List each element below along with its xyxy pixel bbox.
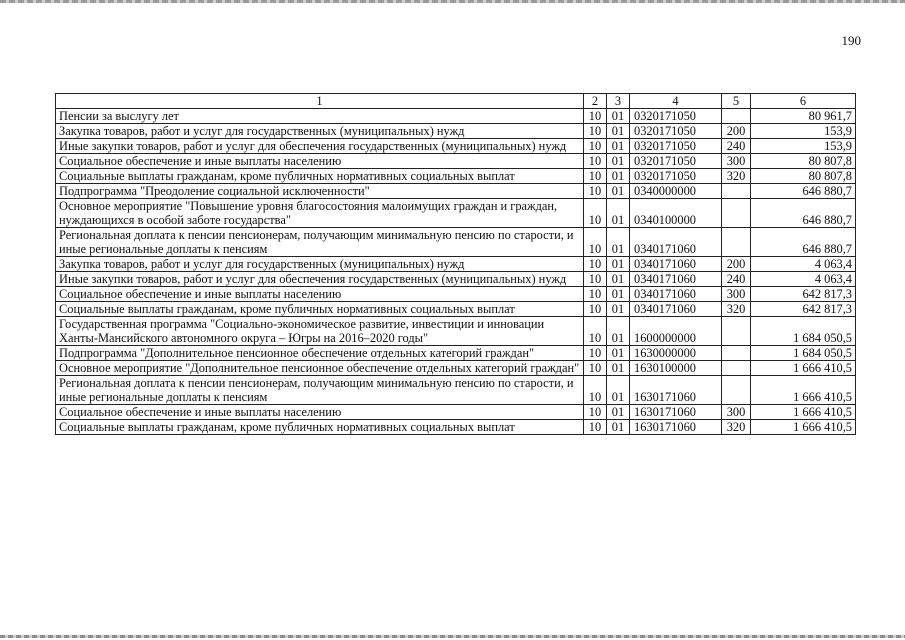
row-section: 10 (584, 376, 607, 405)
row-name: Социальное обеспечение и иные выплаты населению (56, 287, 584, 302)
scan-top-edge (0, 0, 905, 3)
row-target-code: 0320171050 (630, 169, 722, 184)
row-section: 10 (584, 109, 607, 124)
row-name: Социальное обеспечение и иные выплаты населению (56, 154, 584, 169)
row-section: 10 (584, 287, 607, 302)
table-row (56, 346, 856, 361)
row-expense-type: 200 (722, 124, 751, 139)
row-target-code: 0340171060 (630, 228, 722, 257)
table-row (56, 361, 856, 376)
row-section: 10 (584, 420, 607, 435)
row-subsection: 01 (607, 124, 630, 139)
row-expense-type: 240 (722, 272, 751, 287)
row-name: Иные закупки товаров, работ и услуг для обеспечения государственных (муниципальных) нужд (56, 139, 584, 154)
row-expense-type (722, 228, 751, 257)
row-subsection: 01 (607, 272, 630, 287)
row-amount: 4 063,4 (751, 272, 856, 287)
row-target-code: 0340000000 (630, 184, 722, 199)
row-section: 10 (584, 272, 607, 287)
row-section: 10 (584, 361, 607, 376)
row-expense-type (722, 317, 751, 346)
row-name: Региональная доплата к пенсии пенсионерам, получающим минимальную пенсию по старости, и иные региональные доплаты к пенсиям (56, 228, 584, 257)
row-subsection: 01 (607, 376, 630, 405)
table-row (56, 287, 856, 302)
row-subsection: 01 (607, 346, 630, 361)
row-section: 10 (584, 184, 607, 199)
row-section: 10 (584, 124, 607, 139)
table-row (56, 272, 856, 287)
row-expense-type: 200 (722, 257, 751, 272)
table-row (56, 184, 856, 199)
row-target-code: 0340171060 (630, 257, 722, 272)
row-amount: 80 961,7 (751, 109, 856, 124)
row-name: Социальные выплаты гражданам, кроме публичных нормативных социальных выплат (56, 169, 584, 184)
row-subsection: 01 (607, 154, 630, 169)
col-header-2: 2 (584, 94, 607, 109)
row-section: 10 (584, 257, 607, 272)
row-expense-type: 300 (722, 287, 751, 302)
table-row (56, 124, 856, 139)
table-row (56, 405, 856, 420)
row-subsection: 01 (607, 184, 630, 199)
row-section: 10 (584, 405, 607, 420)
row-name: Государственная программа "Социально-экономическое развитие, инвестиции и инновации Ханты-Мансийского автономного округа – Югры на 2016–2020 годы" (56, 317, 584, 346)
row-target-code: 1600000000 (630, 317, 722, 346)
row-amount: 646 880,7 (751, 184, 856, 199)
row-amount: 1 666 410,5 (751, 376, 856, 405)
row-amount: 80 807,8 (751, 154, 856, 169)
row-amount: 153,9 (751, 139, 856, 154)
row-target-code: 1630171060 (630, 376, 722, 405)
table-row (56, 257, 856, 272)
row-expense-type (722, 184, 751, 199)
table-row (56, 420, 856, 435)
row-subsection: 01 (607, 287, 630, 302)
row-target-code: 0320171050 (630, 124, 722, 139)
row-target-code: 1630171060 (630, 420, 722, 435)
row-name: Пенсии за выслугу лет (56, 109, 584, 124)
row-subsection: 01 (607, 228, 630, 257)
row-expense-type (722, 361, 751, 376)
row-name: Подпрограмма "Преодоление социальной исключенности" (56, 184, 584, 199)
table-row (56, 302, 856, 317)
table-body (56, 109, 856, 435)
row-target-code: 0340171060 (630, 302, 722, 317)
row-amount: 642 817,3 (751, 302, 856, 317)
col-header-1: 1 (56, 94, 584, 109)
page-number: 190 (841, 33, 861, 48)
table-header-row (56, 94, 856, 109)
row-name: Региональная доплата к пенсии пенсионерам, получающим минимальную пенсию по старости, и иные региональные доплаты к пенсиям (56, 376, 584, 405)
row-name: Основное мероприятие "Повышение уровня благосостояния малоимущих граждан и граждан, нуждающихся в особой заботе государства" (56, 199, 584, 228)
row-target-code: 0320171050 (630, 139, 722, 154)
row-expense-type: 320 (722, 420, 751, 435)
row-target-code: 0320171050 (630, 109, 722, 124)
row-expense-type (722, 346, 751, 361)
table-row (56, 154, 856, 169)
table-row (56, 376, 856, 405)
row-subsection: 01 (607, 109, 630, 124)
row-amount: 642 817,3 (751, 287, 856, 302)
table-row (56, 317, 856, 346)
row-amount: 1 684 050,5 (751, 346, 856, 361)
table-row (56, 199, 856, 228)
row-subsection: 01 (607, 169, 630, 184)
row-section: 10 (584, 154, 607, 169)
row-section: 10 (584, 169, 607, 184)
row-target-code: 1630100000 (630, 361, 722, 376)
row-amount: 4 063,4 (751, 257, 856, 272)
table-row (56, 228, 856, 257)
table-row (56, 109, 856, 124)
row-amount: 646 880,7 (751, 228, 856, 257)
row-target-code: 0340171060 (630, 272, 722, 287)
row-name: Основное мероприятие "Дополнительное пенсионное обеспечение отдельных категорий граждан" (56, 361, 584, 376)
row-amount: 1 666 410,5 (751, 405, 856, 420)
row-name: Иные закупки товаров, работ и услуг для обеспечения государственных (муниципальных) нужд (56, 272, 584, 287)
row-amount: 1 666 410,5 (751, 420, 856, 435)
row-subsection: 01 (607, 302, 630, 317)
row-target-code: 0340171060 (630, 287, 722, 302)
col-header-6: 6 (751, 94, 856, 109)
row-expense-type: 320 (722, 302, 751, 317)
row-subsection: 01 (607, 405, 630, 420)
row-amount: 1 666 410,5 (751, 361, 856, 376)
col-header-5: 5 (722, 94, 751, 109)
row-name: Подпрограмма "Дополнительное пенсионное обеспечение отдельных категорий граждан" (56, 346, 584, 361)
table-row (56, 169, 856, 184)
row-subsection: 01 (607, 139, 630, 154)
row-section: 10 (584, 317, 607, 346)
col-header-4: 4 (630, 94, 722, 109)
row-expense-type: 300 (722, 405, 751, 420)
row-target-code: 1630000000 (630, 346, 722, 361)
row-expense-type (722, 376, 751, 405)
table-row (56, 139, 856, 154)
row-amount: 80 807,8 (751, 169, 856, 184)
row-target-code: 0320171050 (630, 154, 722, 169)
row-subsection: 01 (607, 317, 630, 346)
row-expense-type: 320 (722, 169, 751, 184)
row-name: Социальное обеспечение и иные выплаты населению (56, 405, 584, 420)
scan-bottom-edge (0, 635, 905, 638)
row-section: 10 (584, 199, 607, 228)
row-target-code: 0340100000 (630, 199, 722, 228)
row-subsection: 01 (607, 257, 630, 272)
row-section: 10 (584, 228, 607, 257)
row-expense-type (722, 199, 751, 228)
row-expense-type (722, 109, 751, 124)
row-name: Социальные выплаты гражданам, кроме публичных нормативных социальных выплат (56, 302, 584, 317)
row-section: 10 (584, 302, 607, 317)
row-expense-type: 240 (722, 139, 751, 154)
row-amount: 1 684 050,5 (751, 317, 856, 346)
col-header-3: 3 (607, 94, 630, 109)
row-subsection: 01 (607, 361, 630, 376)
row-name: Закупка товаров, работ и услуг для государственных (муниципальных) нужд (56, 257, 584, 272)
budget-table (55, 93, 856, 435)
row-amount: 153,9 (751, 124, 856, 139)
row-name: Закупка товаров, работ и услуг для государственных (муниципальных) нужд (56, 124, 584, 139)
row-expense-type: 300 (722, 154, 751, 169)
row-amount: 646 880,7 (751, 199, 856, 228)
row-section: 10 (584, 139, 607, 154)
row-subsection: 01 (607, 199, 630, 228)
row-subsection: 01 (607, 420, 630, 435)
row-section: 10 (584, 346, 607, 361)
row-name: Социальные выплаты гражданам, кроме публичных нормативных социальных выплат (56, 420, 584, 435)
row-target-code: 1630171060 (630, 405, 722, 420)
